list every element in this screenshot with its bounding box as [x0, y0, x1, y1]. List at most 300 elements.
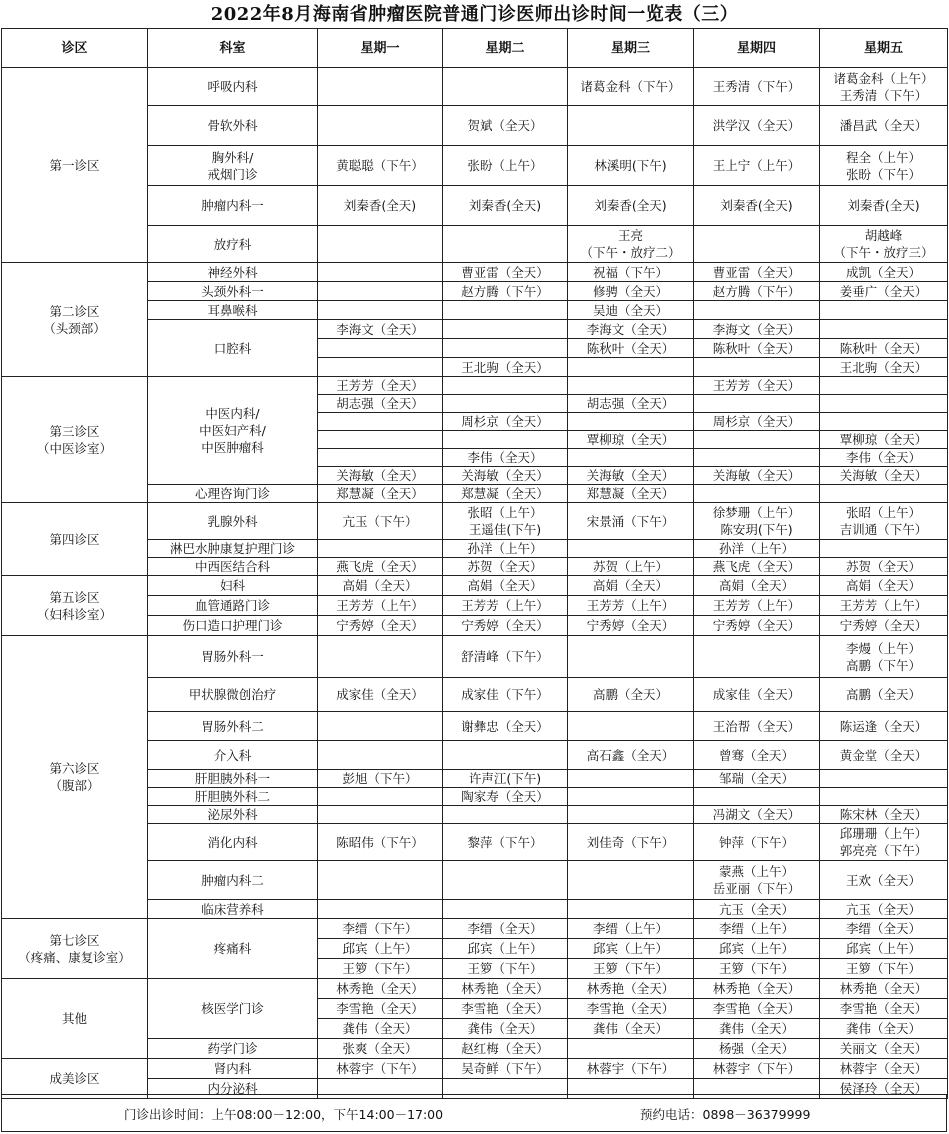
schedule-cell: 高娟（全天） [568, 576, 694, 596]
table-row [2, 1059, 948, 1079]
dept-cell: 妇科 [148, 576, 318, 596]
dept-cell: 胃肠外科二 [148, 712, 318, 741]
schedule-cell: 邱宾（上午） [443, 939, 568, 959]
schedule-cell: 李雪艳（全天） [694, 999, 820, 1019]
header-friday: 星期五 [820, 29, 948, 68]
schedule-cell: 苏贺（全天） [820, 558, 948, 576]
schedule-cell [318, 106, 443, 146]
schedule-cell: 王箩（下午） [568, 959, 694, 979]
schedule-cell: 刘佳奇（下午） [568, 824, 694, 861]
schedule-cell: 林秀艳（全天） [820, 979, 948, 999]
zone-name: 成美诊区 [49, 1071, 100, 1086]
schedule-cell [318, 449, 443, 467]
schedule-cell: 李伟（全天） [443, 449, 568, 467]
schedule-cell: 陈运逢（全天） [820, 712, 948, 741]
dept-cell [148, 377, 318, 485]
schedule-cell: 李雪艳（全天） [443, 999, 568, 1019]
dept-cell: 消化内科 [148, 824, 318, 861]
schedule-cell: 陈秋叶（全天） [820, 339, 948, 358]
schedule-cell: 龚伟（全天） [443, 1019, 568, 1039]
schedule-cell: 高娟（全天） [694, 576, 820, 596]
schedule-cell [443, 320, 568, 339]
page-title: 2022年8月海南省肿瘤医院普通门诊医师出诊时间一览表（三） [210, 4, 739, 25]
schedule-cell: 黄聪聪（下午） [318, 146, 443, 186]
schedule-cell: 龚伟（全天） [820, 1019, 948, 1039]
schedule-cell: 姜垂广（全天） [820, 282, 948, 301]
header-monday: 星期一 [318, 29, 443, 68]
schedule-cell [820, 503, 948, 540]
schedule-cell: 潘昌武（全天） [820, 106, 948, 146]
schedule-cell [568, 106, 694, 146]
schedule-cell: 祝福（下午） [568, 263, 694, 282]
schedule-cell [318, 358, 443, 377]
schedule-cell: 刘秦香(全天) [318, 186, 443, 226]
clinic-hours: 门诊出诊时间：上午08:00－12:00，下午14:00－17:00 [124, 1107, 444, 1122]
doctor-entry: 王亮 [617, 228, 643, 243]
schedule-cell: 邱宾（上午） [820, 939, 948, 959]
schedule-cell: 李缙（下午） [318, 919, 443, 939]
schedule-cell: 胡志强（全天） [568, 395, 694, 413]
dept-cell: 疼痛科 [148, 919, 318, 979]
schedule-cell [318, 861, 443, 900]
doctor-entry: 邱珊珊（上午） [839, 826, 928, 841]
schedule-cell [820, 485, 948, 503]
dept-cell: 泌尿外科 [148, 806, 318, 824]
dept-cell: 介入科 [148, 741, 318, 770]
schedule-cell: 邱宾（上午） [568, 939, 694, 959]
schedule-cell: 李海文（全天） [318, 320, 443, 339]
zone-name: 第二诊区 [49, 303, 100, 319]
schedule-cell: 王欢（全天） [820, 861, 948, 900]
schedule-cell: 王秀清（下午） [694, 68, 820, 106]
schedule-cell: 李缙（全天） [820, 919, 948, 939]
schedule-cell: 李雪艳（全天） [568, 999, 694, 1019]
dept-line: 中医内科/ [205, 406, 260, 421]
schedule-cell [820, 226, 948, 263]
schedule-cell: 林秀艳（全天） [694, 979, 820, 999]
dept-cell: 放疗科 [148, 226, 318, 263]
schedule-cell [443, 503, 568, 540]
schedule-cell [443, 339, 568, 358]
schedule-cell [318, 226, 443, 263]
schedule-cell: 陈秋叶（全天） [694, 339, 820, 358]
doctor-entry: 胡越峰 [864, 228, 903, 243]
schedule-cell: 孙洋（上午） [694, 540, 820, 558]
schedule-cell [568, 861, 694, 900]
schedule-cell: 龚伟（全天） [318, 1019, 443, 1039]
zone-cell [2, 576, 148, 636]
schedule-cell [694, 395, 820, 413]
zone-name: 第七诊区 [49, 932, 100, 948]
schedule-cell: 成凯（全天） [820, 263, 948, 282]
dept-cell: 肿瘤内科二 [148, 861, 318, 900]
schedule-cell [820, 824, 948, 861]
schedule-cell: 宁秀婷（全天） [318, 616, 443, 636]
dept-cell: 肿瘤内科一 [148, 186, 318, 226]
doctor-note: （下午・放疗二） [580, 245, 681, 260]
doctor-entry: 徐梦珊（上午） [712, 505, 801, 520]
dept-cell: 胃肠外科一 [148, 636, 318, 678]
schedule-cell [568, 413, 694, 431]
dept-cell: 淋巴水肿康复护理门诊 [148, 540, 318, 558]
schedule-cell: 高娟（全天） [318, 576, 443, 596]
schedule-cell: 冯湖文（全天） [694, 806, 820, 824]
schedule-cell: 吴迪（全天） [568, 301, 694, 320]
schedule-cell: 曹亚雷（全天） [694, 263, 820, 282]
doctor-entry: 程全（上午） [845, 149, 921, 165]
schedule-cell: 李海文（全天） [694, 320, 820, 339]
schedule-cell [568, 900, 694, 919]
header-tuesday: 星期二 [443, 29, 568, 68]
schedule-cell: 洪学汉（全天） [694, 106, 820, 146]
zone-cell [2, 68, 148, 263]
schedule-cell [443, 301, 568, 320]
schedule-cell: 陈宋林（全天） [820, 806, 948, 824]
schedule-cell: 赵红梅（全天） [443, 1039, 568, 1059]
doctor-entry: 李熳（上午） [845, 640, 921, 656]
schedule-cell: 林溪明(下午) [568, 146, 694, 186]
schedule-cell [568, 806, 694, 824]
schedule-cell: 谢彝忠（全天） [443, 712, 568, 741]
schedule-cell: 杨强（全天） [694, 1039, 820, 1059]
schedule-cell: 燕飞虎（全天） [694, 558, 820, 576]
schedule-cell: 李缙（上午） [568, 919, 694, 939]
schedule-cell: 王芳芳（上午） [568, 596, 694, 616]
schedule-cell: 周杉京（全天） [443, 413, 568, 431]
dept-cell: 呼吸内科 [148, 68, 318, 106]
schedule-cell: 邱宾（上午） [318, 939, 443, 959]
header-zone: 诊区 [2, 29, 148, 68]
schedule-cell: 郑慧凝（全天） [318, 485, 443, 503]
doctor-entry: 王遥佳(下午) [468, 522, 542, 537]
schedule-cell: 关海敏（全天） [568, 467, 694, 485]
schedule-cell: 高鹏（全天） [568, 678, 694, 712]
zone-name: 第四诊区 [49, 531, 100, 547]
header-dept: 科室 [148, 29, 318, 68]
schedule-cell: 王芳芳（全天） [318, 377, 443, 395]
table-row [2, 979, 948, 999]
schedule-cell [318, 282, 443, 301]
zone-name: 第一诊区 [49, 157, 100, 173]
dept-cell: 肾内科 [148, 1059, 318, 1079]
schedule-cell [820, 301, 948, 320]
table-row [2, 576, 948, 596]
schedule-cell: 龚伟（全天） [568, 1019, 694, 1039]
schedule-cell: 李雪艳（全天） [820, 999, 948, 1019]
dept-cell: 内分泌科 [148, 1079, 318, 1099]
zone-subtitle: （腹部） [49, 778, 100, 793]
zone-name: 第五诊区 [49, 589, 100, 605]
schedule-cell [694, 503, 820, 540]
schedule-cell: 郑慧凝（全天） [443, 485, 568, 503]
dept-line: 中医肿瘤科 [201, 440, 264, 455]
schedule-cell [694, 636, 820, 678]
schedule-cell: 李海文（全天） [568, 320, 694, 339]
schedule-cell [568, 377, 694, 395]
header-thursday: 星期四 [694, 29, 820, 68]
doctor-entry: 蒙燕（上午） [718, 864, 794, 879]
schedule-cell: 高娟（全天） [820, 576, 948, 596]
doctor-entry: 高鹏（下午） [845, 657, 921, 673]
dept-cell: 肝胆胰外科二 [148, 788, 318, 806]
zone-subtitle: （妇科诊室） [36, 606, 112, 622]
schedule-cell: 覃柳琼（全天） [568, 431, 694, 449]
schedule-cell: 王芳芳（上午） [820, 596, 948, 616]
schedule-cell: 王芳芳（上午） [443, 596, 568, 616]
schedule-cell: 孙洋（上午） [443, 540, 568, 558]
schedule-cell: 成家佳（全天） [318, 678, 443, 712]
schedule-cell [820, 636, 948, 678]
zone-name: 其他 [61, 1011, 87, 1026]
schedule-cell: 覃柳琼（全天） [820, 431, 948, 449]
schedule-cell: 刘秦香(全天) [443, 186, 568, 226]
dept-cell: 神经外科 [148, 263, 318, 282]
schedule-cell: 苏贺（全天） [443, 558, 568, 576]
schedule-cell: 陈秋叶（全天） [568, 339, 694, 358]
schedule-cell [568, 1039, 694, 1059]
schedule-cell: 宁秀婷（全天） [694, 616, 820, 636]
schedule-cell [318, 68, 443, 106]
schedule-cell [318, 806, 443, 824]
schedule-cell: 高鹏（全天） [820, 678, 948, 712]
schedule-cell: 诸葛金科（下午） [568, 68, 694, 106]
schedule-cell [568, 358, 694, 377]
schedule-cell [443, 68, 568, 106]
schedule-cell: 成家佳（下午） [443, 678, 568, 712]
schedule-cell: 王北驹（全天） [443, 358, 568, 377]
zone-cell [2, 377, 148, 503]
schedule-cell: 亢玉（全天） [694, 900, 820, 919]
zone-cell [2, 263, 148, 377]
schedule-cell [318, 263, 443, 282]
schedule-cell: 关丽文（全天） [820, 1039, 948, 1059]
dept-cell: 头颈外科一 [148, 282, 318, 301]
schedule-cell: 王箩（下午） [694, 959, 820, 979]
schedule-cell: 舒清峰（下午） [443, 636, 568, 678]
schedule-cell: 邹瑞（全天） [694, 770, 820, 788]
schedule-cell [318, 339, 443, 358]
doctor-entry: 王秀清（下午） [839, 87, 928, 103]
schedule-cell: 燕飞虎（全天） [318, 558, 443, 576]
schedule-cell [568, 449, 694, 467]
schedule-cell: 林蓉宇（下午） [694, 1059, 820, 1079]
header-wednesday: 星期三 [568, 29, 694, 68]
dept-cell: 肝胆胰外科一 [148, 770, 318, 788]
schedule-cell: 王上宁（上午） [694, 146, 820, 186]
schedule-cell: 王北驹（全天） [820, 358, 948, 377]
doctor-entry: 陈安玥(下午) [720, 522, 793, 537]
dept-cell: 口腔科 [148, 320, 318, 377]
dept-cell: 骨软外科 [148, 106, 318, 146]
schedule-cell: 陶家寿（全天） [443, 788, 568, 806]
schedule-cell: 李伟（全天） [820, 449, 948, 467]
schedule-cell [694, 485, 820, 503]
schedule-cell: 赵方腾（下午） [694, 282, 820, 301]
schedule-cell: 钟萍（下午） [694, 824, 820, 861]
zone-subtitle: （疼痛、康复诊室） [18, 949, 131, 965]
schedule-cell [318, 900, 443, 919]
schedule-cell: 王箩（下午） [443, 959, 568, 979]
schedule-cell: 苏贺（上午） [568, 558, 694, 576]
schedule-cell: 王芳芳（全天） [694, 377, 820, 395]
doctor-entry: 张盼（下午） [845, 166, 921, 182]
zone-subtitle: （头颈部） [43, 320, 106, 336]
schedule-cell [820, 146, 948, 186]
schedule-cell: 关海敏（全天） [694, 467, 820, 485]
appointment-phone: 预约电话：0898－36379999 [640, 1107, 811, 1122]
schedule-cell: 亢玉（全天） [820, 900, 948, 919]
schedule-cell: 王芳芳（上午） [694, 596, 820, 616]
dept-cell: 乳腺外科 [148, 503, 318, 540]
schedule-cell: 林蓉宇（下午） [318, 1059, 443, 1079]
schedule-cell [694, 788, 820, 806]
doctor-entry: 吉训通（下午） [839, 522, 928, 537]
dept-line: 胸外科/ [211, 149, 254, 165]
table-row [2, 68, 948, 106]
schedule-cell: 张爽（全天） [318, 1039, 443, 1059]
schedule-cell: 贺斌（全天） [443, 106, 568, 146]
zone-cell [2, 636, 148, 919]
dept-cell: 伤口造口护理门诊 [148, 616, 318, 636]
schedule-cell: 修骋（全天） [568, 282, 694, 301]
schedule-cell: 高娟（全天） [443, 576, 568, 596]
zone-cell [2, 1059, 148, 1099]
schedule-cell: 彭旭（下午） [318, 770, 443, 788]
table-row [2, 503, 948, 540]
schedule-cell: 侯泽玲（全天） [820, 1079, 948, 1099]
schedule-cell [820, 540, 948, 558]
schedule-cell [318, 741, 443, 770]
schedule-cell [443, 900, 568, 919]
schedule-cell [694, 431, 820, 449]
schedule-cell: 吴奇鲜（下午） [443, 1059, 568, 1079]
schedule-cell [820, 788, 948, 806]
schedule-cell [568, 788, 694, 806]
dept-cell: 药学门诊 [148, 1039, 318, 1059]
schedule-cell: 黎萍（下午） [443, 824, 568, 861]
schedule-cell [568, 226, 694, 263]
schedule-cell [443, 806, 568, 824]
schedule-cell [820, 68, 948, 106]
schedule-cell: 曾骞（全天） [694, 741, 820, 770]
schedule-cell [820, 770, 948, 788]
zone-name: 第六诊区 [49, 761, 100, 776]
table-row [2, 263, 948, 282]
schedule-cell [318, 712, 443, 741]
schedule-cell: 亢玉（下午） [318, 503, 443, 540]
table-row [2, 636, 948, 678]
schedule-cell [443, 431, 568, 449]
schedule-cell: 龚伟（全天） [694, 1019, 820, 1039]
zone-cell [2, 503, 148, 576]
schedule-cell: 曹亚雷（全天） [443, 263, 568, 282]
schedule-cell: 关海敏（全天） [820, 467, 948, 485]
dept-cell: 心理咨询门诊 [148, 485, 318, 503]
dept-cell: 核医学门诊 [148, 979, 318, 1039]
dept-line: 戒烟门诊 [207, 166, 258, 182]
zone-cell [2, 919, 148, 979]
doctor-entry: 张昭（上午） [467, 505, 543, 520]
schedule-cell [318, 301, 443, 320]
schedule-cell [820, 320, 948, 339]
dept-cell: 中西医结合科 [148, 558, 318, 576]
schedule-cell: 周杉京（全天） [694, 413, 820, 431]
schedule-cell: 刘秦香(全天) [568, 186, 694, 226]
schedule-cell [568, 636, 694, 678]
schedule-cell: 林秀艳（全天） [443, 979, 568, 999]
dept-cell: 血管通路门诊 [148, 596, 318, 616]
schedule-cell [443, 861, 568, 900]
doctor-entry: 岳亚丽（下午） [712, 881, 801, 896]
doctor-entry: 郭亮亮（下午） [839, 843, 928, 858]
schedule-cell: 林蓉宇（下午） [568, 1059, 694, 1079]
dept-line: 中医妇产科/ [199, 423, 266, 438]
zone-name: 第三诊区 [49, 423, 100, 439]
schedule-cell: 宋景涌（下午） [568, 503, 694, 540]
dept-cell: 甲状腺微创治疗 [148, 678, 318, 712]
schedule-cell [318, 540, 443, 558]
schedule-cell: 郑慧凝（全天） [568, 485, 694, 503]
schedule-cell: 许声江(下午) [443, 770, 568, 788]
schedule-cell [443, 395, 568, 413]
table-row [2, 919, 948, 939]
schedule-cell [820, 395, 948, 413]
schedule-cell [443, 741, 568, 770]
dept-cell: 耳鼻喉科 [148, 301, 318, 320]
schedule-cell: 黄金堂（全天） [820, 741, 948, 770]
schedule-cell [820, 413, 948, 431]
schedule-cell [820, 377, 948, 395]
schedule-cell [568, 540, 694, 558]
schedule-cell: 宁秀婷（全天） [443, 616, 568, 636]
schedule-cell: 李雪艳（全天） [318, 999, 443, 1019]
schedule-cell [694, 226, 820, 263]
schedule-cell [443, 226, 568, 263]
schedule-cell [443, 377, 568, 395]
schedule-cell: 刘秦香(全天) [820, 186, 948, 226]
schedule-cell: 宁秀婷（全天） [820, 616, 948, 636]
schedule-table [1, 28, 948, 1099]
schedule-cell [318, 788, 443, 806]
schedule-cell: 王箩（下午） [820, 959, 948, 979]
schedule-cell [694, 449, 820, 467]
schedule-cell [318, 636, 443, 678]
table-row [2, 377, 948, 395]
schedule-cell: 王箩（下午） [318, 959, 443, 979]
schedule-cell [694, 358, 820, 377]
dept-cell [148, 146, 318, 186]
schedule-cell: 关海敏（全天） [318, 467, 443, 485]
schedule-cell: 关海敏（全天） [443, 467, 568, 485]
schedule-cell: 高石鑫（全天） [568, 741, 694, 770]
schedule-cell: 王芳芳（上午） [318, 596, 443, 616]
header-row [2, 29, 948, 68]
schedule-cell: 赵方腾（下午） [443, 282, 568, 301]
schedule-cell: 李缙（全天） [443, 919, 568, 939]
doctor-entry: 张昭（上午） [845, 505, 921, 520]
schedule-cell [318, 431, 443, 449]
schedule-cell [318, 413, 443, 431]
zone-cell [2, 979, 148, 1059]
schedule-cell: 宁秀婷（全天） [568, 616, 694, 636]
schedule-cell: 邱宾（上午） [694, 939, 820, 959]
schedule-cell: 李缙（上午） [694, 919, 820, 939]
schedule-cell: 林秀艳（全天） [318, 979, 443, 999]
dept-cell: 临床营养科 [148, 900, 318, 919]
schedule-cell: 林秀艳（全天） [568, 979, 694, 999]
schedule-cell [568, 770, 694, 788]
doctor-entry: 诸葛金科（上午） [833, 70, 934, 86]
